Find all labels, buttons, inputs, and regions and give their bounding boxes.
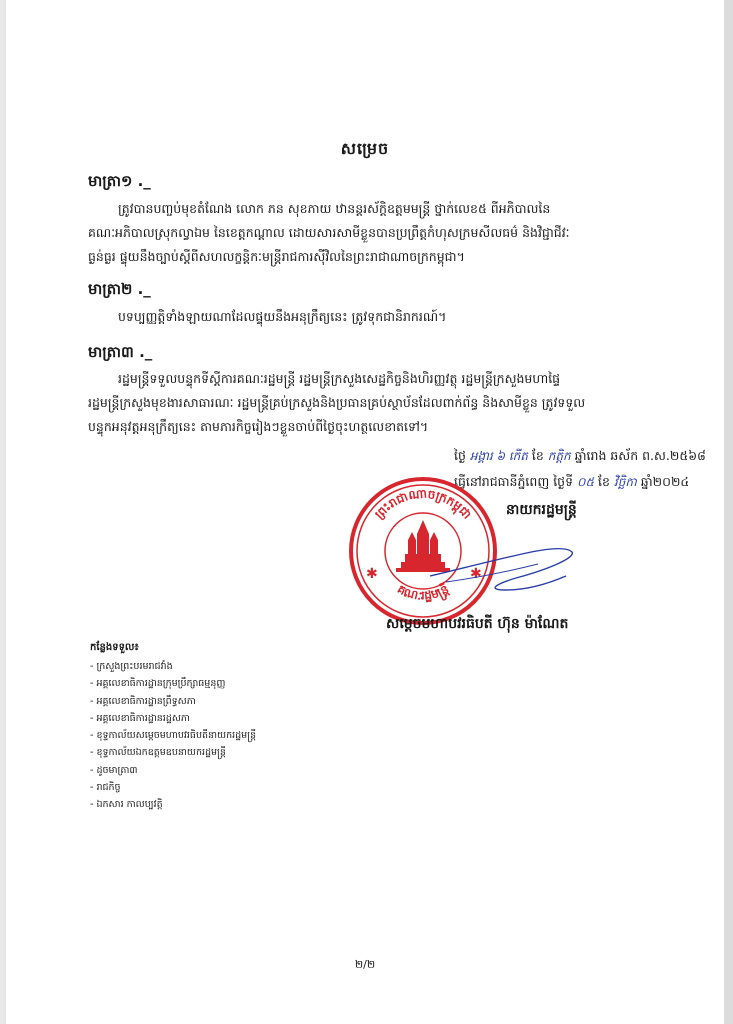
seal-star-left-icon: ✱ — [366, 566, 378, 582]
date-lunar-month-label: ខែ — [531, 448, 544, 463]
distribution-item: - អគ្គលេខាធិការដ្ឋានក្រុមប្រឹក្សាធម្មនុញ្ញ — [90, 675, 256, 692]
date-lunar-prefix: ថ្ងៃ — [454, 448, 466, 463]
distribution-item: - អគ្គលេខាធិការដ្ឋានព្រឹទ្ធសភា — [90, 693, 256, 710]
distribution-title: កន្លែងទទួល៖ — [90, 642, 139, 653]
article-2-line-1: បទប្បញ្ញត្តិទាំងឡាយណាដែលផ្ទុយនឹងអនុក្រឹត្យនេះ ត្រូវទុកជានិរាករណ៍។ — [118, 309, 447, 324]
page-number: ២/២ — [354, 958, 376, 971]
date-solar-suffix: ឆ្នាំ២០២៤ — [640, 474, 690, 489]
distribution-item: - អគ្គលេខាធិការដ្ឋានរដ្ឋសភា — [90, 710, 256, 727]
article-3-line-2: រដ្ឋមន្ត្រីក្រសួងមុខងារសាធារណៈ រដ្ឋមន្ត្រីគ្រប់ក្រសួងនិងប្រធានគ្រប់ស្ថាប័នដែលពាក់ព័ន្ធ និងសាមីខ្លួន ត្រូវទទួល — [88, 395, 586, 410]
date-solar-month-handwritten: វិច្ឆិកា — [613, 475, 637, 489]
article-1-line-3: ធ្ងន់ធ្ងរ ផ្ទុយនឹងច្បាប់ស្ដីពីសហលក្ខន្តិកៈមន្ត្រីរាជការស៊ីវិលនៃព្រះរាជាណាចក្រកម្ពុជា។ — [88, 249, 465, 264]
distribution-item: - រាជកិច្ច — [90, 779, 256, 796]
article-1-heading: មាត្រា១ ._ — [88, 172, 151, 190]
distribution-item: - ក្រសួងព្រះបរមរាជវាំង — [90, 658, 256, 675]
date-lunar-line — [454, 444, 706, 468]
date-lunar-suffix: ឆ្នាំរោង ឆស័ក ព.ស.២៥៦៨ — [574, 448, 706, 463]
date-solar-day-handwritten: ០៥ — [577, 475, 595, 489]
article-1-line-1: ត្រូវបានបញ្ចប់មុខតំណែង លោក ភន សុខភាយ ឋានន្តរស័ក្តិឧត្តមមន្ត្រី ថ្នាក់លេខ៥ ពីអភិបាលនៃ — [118, 201, 551, 216]
page-edge — [724, 0, 733, 1024]
distribution-list — [90, 658, 256, 814]
distribution-item: - ខុទ្ទកាល័យសម្តេចមហាបវរធិបតីនាយករដ្ឋមន្ត្រី — [90, 727, 256, 744]
date-solar-prefix: ធ្វើនៅរាជធានីភ្នំពេញ ថ្ងៃទី — [454, 474, 574, 489]
signatory-title: នាយករដ្ឋមន្ត្រី — [506, 502, 577, 518]
distribution-item: - ឯកសារ កាលប្បវត្តិ — [90, 796, 256, 813]
seal-top-text: ព្រះរាជាណាចក្រកម្ពុជា — [371, 486, 475, 522]
seal-bottom-text: គណៈរដ្ឋមន្ត្រី — [394, 581, 452, 604]
date-lunar-day-handwritten: អង្គារ ៦ កើត — [469, 449, 528, 463]
distribution-item: - ដូចមាត្រា៣ — [90, 762, 256, 779]
article-1-line-2: គណៈអភិបាលស្រុកល្វាឯម នៃខេត្តកណ្ដាល ដោយសារសាមីខ្លួនបានប្រព្រឹត្តកំហុសក្រមសីលធម៌ និងវិជ្ជាជីវៈ — [88, 225, 570, 240]
article-3-heading: មាត្រា៣ ._ — [88, 343, 153, 361]
document-page — [6, 0, 724, 1024]
seal-star-right-icon: ✱ — [470, 566, 482, 582]
signatory-name: សម្តេចមហាបវរធិបតី ហ៊ុន ម៉ាណែត — [386, 616, 569, 632]
article-3-line-1: រដ្ឋមន្ត្រីទទួលបន្ទុកទីស្ដីការគណៈរដ្ឋមន្ត្រី រដ្ឋមន្ត្រីក្រសួងសេដ្ឋកិច្ចនិងហិរញ្ញវត្ថុ រដ្ឋមន្ត្រីក្រសួងមហាផ្ទៃ — [118, 371, 561, 386]
article-3-line-3: បន្ទុកអនុវត្តអនុក្រឹត្យនេះ តាមភារកិច្ចរៀងៗខ្លួនចាប់ពីថ្ងៃចុះហត្ថលេខាតទៅ។ — [88, 419, 429, 434]
date-lunar-month-handwritten: កត្ដិក — [547, 449, 571, 463]
handwritten-signature — [426, 532, 576, 602]
article-2-heading: មាត្រា២ ._ — [88, 280, 151, 298]
decision-title: សម្រេច — [340, 139, 390, 158]
distribution-item: - ខុទ្ទកាល័យឯកឧត្តមឧបនាយករដ្ឋមន្ត្រី — [90, 744, 256, 761]
date-solar-month-label: ខែ — [598, 474, 610, 489]
